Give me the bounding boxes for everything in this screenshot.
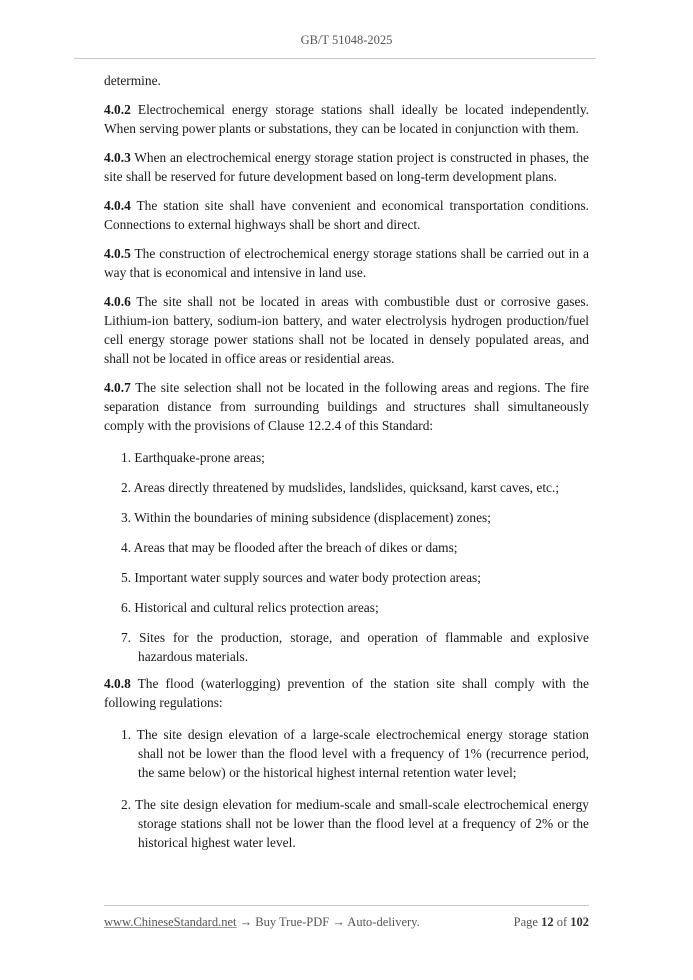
list-item: 7. Sites for the production, storage, and operation of flammable and explosive hazardous materials. bbox=[121, 630, 589, 664]
page-footer bbox=[104, 915, 589, 930]
footer-divider bbox=[104, 905, 589, 906]
clause-4-0-7: 4.0.7 The site selection shall not be located in the following areas and regions. The fire separation distance from surrounding buildings and structures shall simultaneously comply with the provisions of Clause 12.2.4 of this Standard: bbox=[104, 380, 589, 433]
list-item: 5. Important water supply sources and water body protection areas; bbox=[121, 570, 481, 585]
footer-promo: www.ChineseStandard.net → Buy True-PDF → Auto-delivery. bbox=[104, 915, 420, 929]
list-item: 3. Within the boundaries of mining subsidence (displacement) zones; bbox=[121, 510, 491, 525]
current-page: 12 bbox=[541, 915, 554, 929]
list-item: 6. Historical and cultural relics protection areas; bbox=[121, 600, 379, 615]
list-item: 2. Areas directly threatened by mudslides, landslides, quicksand, karst caves, etc.; bbox=[121, 480, 560, 495]
list-4-0-8 bbox=[104, 725, 589, 852]
list-item: 1. The site design elevation of a large-scale electrochemical energy storage station shall not be lower than the flood level with a frequency of 1% (recurrence period, the same below) or the historical highest internal retention water level; bbox=[121, 727, 589, 780]
clause-4-0-6: 4.0.6 The site shall not be located in areas with combustible dust or corrosive gases. Lithium-ion battery, sodium-ion battery, and water electrolysis hydrogen production/fuel cell energy storage power stations shall not be located in densely populated areas, and shall not be located in office areas or residential areas. bbox=[104, 294, 589, 366]
clause-4-0-5: 4.0.5 The construction of electrochemical energy storage stations shall be carried out in a way that is economical and intensive in land use. bbox=[104, 246, 589, 280]
list-item: 4. Areas that may be flooded after the breach of dikes or dams; bbox=[121, 540, 458, 555]
website-link[interactable]: www.ChineseStandard.net bbox=[104, 915, 237, 929]
continuation-text: determine. bbox=[104, 73, 161, 88]
list-4-0-7 bbox=[104, 448, 589, 666]
clause-4-0-8: 4.0.8 The flood (waterlogging) prevention of the station site shall comply with the following regulations: bbox=[104, 676, 589, 710]
list-item: 1. Earthquake-prone areas; bbox=[121, 450, 265, 465]
page-number: Page 12 of 102 bbox=[513, 915, 589, 929]
clause-4-0-3: 4.0.3 When an electrochemical energy storage station project is constructed in phases, the site shall be reserved for future development based on long-term development plans. bbox=[104, 150, 589, 184]
total-pages: 102 bbox=[570, 915, 589, 929]
page-header: GB/T 51048-2025 bbox=[300, 33, 393, 47]
clause-4-0-2: 4.0.2 Electrochemical energy storage stations shall ideally be located independently. When serving power plants or substations, they can be located in conjunction with them. bbox=[104, 102, 589, 136]
document-body bbox=[104, 71, 589, 863]
clause-4-0-4: 4.0.4 The station site shall have convenient and economical transportation conditions. Connections to external highways shall be short and direct. bbox=[104, 198, 589, 232]
list-item: 2. The site design elevation for medium-scale and small-scale electrochemical energy storage stations shall not be lower than the flood level at a frequency of 2% or the historical highest water level. bbox=[121, 797, 589, 850]
header-divider bbox=[74, 58, 596, 59]
